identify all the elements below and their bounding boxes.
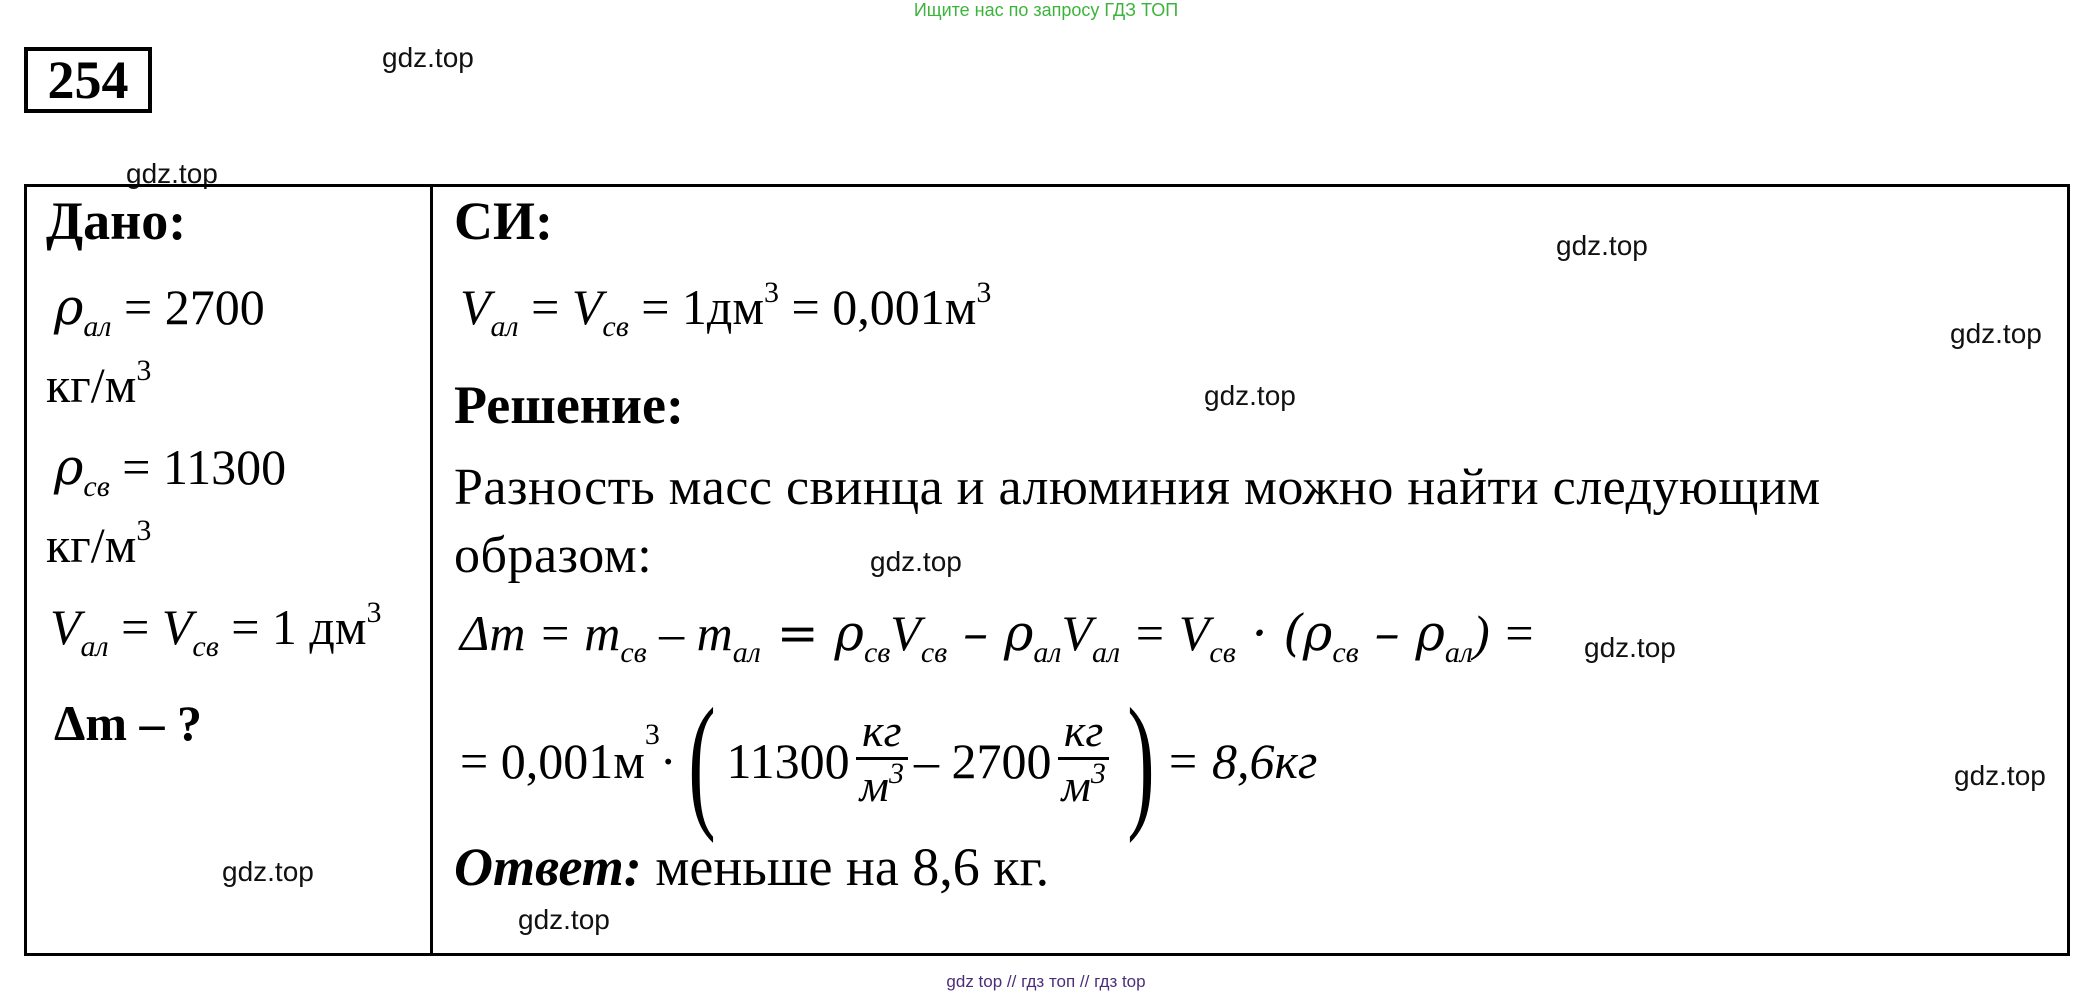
column-divider (430, 184, 433, 956)
solution-heading: Решение: (454, 375, 684, 435)
watermark: gdz.top (382, 42, 474, 73)
top-banner: Ищите нас по запросу ГДЗ ТОП (913, 0, 1179, 20)
given-heading: Дано: (46, 191, 187, 251)
si-heading: СИ: (454, 191, 553, 251)
fraction-kg-m3: $\frac{кг}{м^3}$ (1055, 705, 1111, 818)
left-paren: ( (687, 678, 716, 844)
watermark: gdz.top (870, 546, 962, 577)
solution-text-line1: Разность масс свинца и алюминия можно найти следующим (454, 459, 1821, 516)
fraction-kg-m3: $\frac{кг}{м^3}$ (854, 705, 910, 818)
watermark: gdz.top (222, 856, 314, 887)
solution-formula-1: $\Delta m = m_{св} - m_{ал} = \rho_{св}V_{св} - \rho_{ал}V_{ал} = V_{св} \cdot (\rho_{св} - \rho_{ал})$ = (460, 604, 1536, 669)
given-unit-1: $кг/м^3$ (46, 354, 152, 413)
answer: Ответ: меньше на 8,6 кг. (454, 837, 1050, 897)
watermark: gdz.top (1950, 318, 2042, 349)
watermark: gdz.top (1556, 230, 1648, 261)
given-rho-sv: $\rho_{св} = 11300$ (54, 438, 287, 503)
footer: gdz top // гдз топ // гдз top (946, 972, 1146, 991)
watermark: gdz.top (1204, 380, 1296, 411)
si-volume: $V_{ал} = V_{св} = 1дм^3 = 0,001м^3$ (460, 276, 992, 343)
given-volume: $V_{ал} = V_{св} = 1$ $дм^3$ (50, 596, 382, 663)
solution-formula-2: = 0,001м 3 · ( 11300 $\frac{кг}{м^3}$ – 2700 $\frac{кг}{м^3}$ ) = 8,6кг (460, 678, 1318, 844)
watermark: gdz.top (126, 158, 218, 189)
solution-text-line2: образом: (454, 527, 653, 584)
task-number: 254 (24, 47, 152, 113)
watermark: gdz.top (518, 904, 610, 935)
given-rho-al: $\rho_{ал} = 2700$ (54, 278, 265, 343)
given-unit-2: $кг/м^3$ (46, 514, 152, 573)
watermark: gdz.top (1584, 632, 1676, 663)
given-find: Δm – ? (54, 695, 202, 751)
watermark: gdz.top (1954, 760, 2046, 791)
right-paren: ) (1127, 678, 1155, 844)
